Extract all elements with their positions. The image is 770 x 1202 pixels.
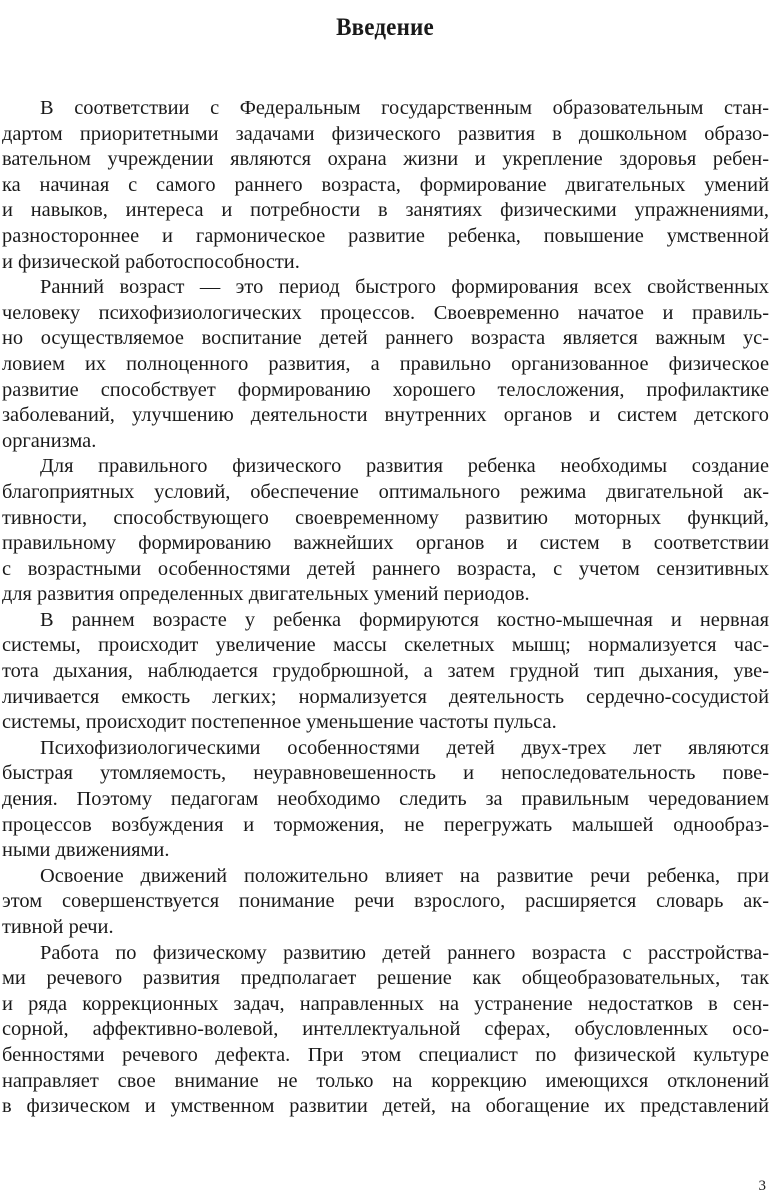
text-line: процессов возбуждения и торможения, не перегружать малышей однообраз- xyxy=(2,813,769,836)
text-line: Для правильного физического развития ребенка необходимы создание xyxy=(40,455,769,478)
text-line: правильному формированию важнейших органов и систем в соответствии xyxy=(2,532,769,555)
text-line: для развития определенных двигательных умений периодов. xyxy=(2,583,530,606)
paragraph-7 xyxy=(2,941,769,1120)
text-line: дартом приоритетными задачами физического развития в дошкольном образо- xyxy=(2,122,769,145)
text-line: личивается емкость легких; нормализуется деятельность сердечно-сосудистой xyxy=(2,685,769,708)
text-line: ми речевого развития предполагает решение как общеобразовательных, так xyxy=(2,967,769,990)
paragraph-5 xyxy=(2,736,769,864)
paragraph-6 xyxy=(2,864,769,941)
text-line: тивной речи. xyxy=(2,916,114,938)
text-line: системы, происходит постепенное уменьшение частоты пульса. xyxy=(2,711,557,734)
paragraph-1 xyxy=(2,96,769,275)
text-line: В раннем возрасте у ребенка формируются костно-мышечная и нервная xyxy=(40,608,769,631)
text-line: организма. xyxy=(2,429,97,452)
text-line: человеку психофизиологических процессов. Своевременно начатое и правиль- xyxy=(2,301,769,324)
text-line: в физическом и умственном развитии детей, на обогащение их представлений xyxy=(2,1095,769,1118)
paragraph-2 xyxy=(2,275,769,454)
text-line: и ряда коррекционных задач, направленных на устранение недостатков в сен- xyxy=(2,992,769,1015)
text-line: заболеваний, улучшению деятельности внутренних органов и систем детского xyxy=(2,404,769,427)
text-line: дения. Поэтому педагогам необходимо следить за правильным чередованием xyxy=(2,788,769,811)
text-line: Ранний возраст — это период быстрого формирования всех свойственных xyxy=(40,276,769,299)
text-line: быстрая утомляемость, неуравновешенность и непоследовательность пове- xyxy=(2,762,769,785)
text-line: вательном учреждении являются охрана жизни и укрепление здоровья ребен- xyxy=(2,148,769,171)
text-line: с возрастными особенностями детей раннего возраста, с учетом сензитивных xyxy=(2,557,769,580)
text-line: но осуществляемое воспитание детей раннего возраста является важным ус- xyxy=(2,327,769,350)
page-number: 3 xyxy=(758,1178,766,1194)
text-line: тота дыхания, наблюдается грудобрюшной, а затем грудной тип дыхания, уве- xyxy=(2,660,769,683)
text-line: благоприятных условий, обеспечение оптимального режима двигательной ак- xyxy=(2,480,769,503)
text-line: Психофизиологическими особенностями детей двух-трех лет являются xyxy=(40,736,769,759)
text-line: Освоение движений положительно влияет на развитие речи ребенка, при xyxy=(40,864,769,887)
text-line: направляет свое внимание не только на коррекцию имеющихся отклонений xyxy=(2,1069,769,1092)
text-line: ка начиная с самого раннего возраста, формирование двигательных умений xyxy=(2,173,769,196)
text-line: и физической работоспособности. xyxy=(2,250,300,273)
paragraph-4 xyxy=(2,608,769,736)
paragraph-3 xyxy=(2,454,769,608)
text-line: системы, происходит увеличение массы скелетных мышц; нормализуется час- xyxy=(2,634,769,657)
text-line: бенностями речевого дефекта. При этом специалист по физической культуре xyxy=(2,1043,769,1066)
text-line: В соответствии с Федеральным государственным образовательным стан- xyxy=(40,97,769,119)
text-line: разностороннее и гармоническое развитие ребенка, повышение умственной xyxy=(2,224,769,247)
text-line: этом совершенствуется понимание речи взрослого, расширяется словарь ак- xyxy=(2,890,769,913)
text-line: ными движениями. xyxy=(2,839,170,862)
text-line: ловием их полноценного развития, а правильно организованное физическое xyxy=(2,352,769,375)
document-body xyxy=(2,96,769,1120)
text-line: и навыков, интереса и потребности в занятиях физическими упражнениями, xyxy=(2,199,769,222)
text-line: Работа по физическому развитию детей раннего возраста с расстройства- xyxy=(40,941,769,964)
text-line: сорной, аффективно-волевой, интеллектуальной сферах, обусловленных осо- xyxy=(2,1018,769,1041)
text-line: развитие способствует формированию хорошего телосложения, профилактике xyxy=(2,378,769,401)
page-title: Введение xyxy=(336,13,434,41)
text-line: тивности, способствующего своевременному развитию моторных функций, xyxy=(2,506,769,529)
